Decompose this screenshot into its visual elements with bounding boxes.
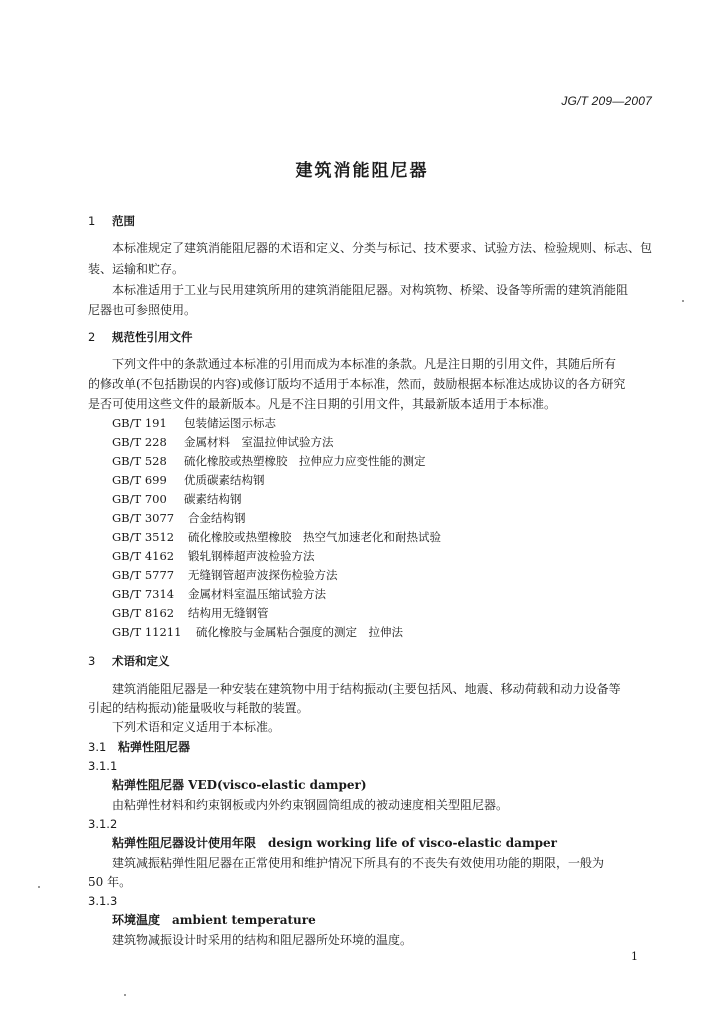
reference-item (112, 510, 246, 526)
paragraph-line: 是否可使用这些文件的最新版本。凡是不注日期的引用文件，其最新版本适用于本标准。 (88, 397, 557, 411)
reference-item (112, 415, 276, 431)
section-2-heading (88, 329, 193, 345)
section-title: 范围 (112, 214, 135, 228)
section-number: 2 (88, 330, 96, 344)
paragraph-line: 装、运输和贮存。 (88, 262, 185, 276)
reference-code: GB/T 4162 (112, 549, 175, 563)
reference-title: 结构用无缝钢管 (188, 606, 269, 620)
reference-title: 金属材料室温压缩试验方法 (188, 587, 326, 601)
clause-number: 3.1.2 (88, 817, 118, 831)
standard-number: JG/T 209—2007 (561, 94, 652, 108)
term-definition: 建筑物减振设计时采用的结构和阻尼器所处环境的温度。 (112, 933, 413, 947)
page-number: 1 (631, 950, 638, 963)
paragraph-line: 的修改单(不包括勘误的内容)或修订版均不适用于本标准，然而，鼓励根据本标准达成协议的各方研究 (88, 377, 626, 391)
paragraph-line: 建筑消能阻尼器是一种安装在建筑物中用于结构振动(主要包括风、地震、移动荷载和动力设备等 (112, 682, 621, 696)
reference-code: GB/T 228 (112, 435, 167, 449)
paragraph-line: 本标准规定了建筑消能阻尼器的术语和定义、分类与标记、技术要求、试验方法、检验规则、标志、包 (112, 241, 653, 255)
reference-code: GB/T 5777 (112, 568, 175, 582)
scan-speck (682, 300, 684, 302)
section-title: 规范性引用文件 (112, 330, 193, 344)
reference-item (112, 453, 426, 469)
reference-item (112, 434, 334, 450)
reference-item (112, 529, 441, 545)
reference-title: 硫化橡胶与金属粘合强度的测定 拉伸法 (196, 625, 403, 639)
reference-title: 合金结构钢 (188, 511, 246, 525)
document-title: 建筑消能阻尼器 (295, 161, 429, 181)
reference-title: 碳素结构钢 (184, 492, 242, 506)
reference-title: 优质碳素结构钢 (184, 473, 265, 487)
section-3-heading (88, 653, 170, 669)
reference-item (112, 567, 338, 583)
reference-title: 金属材料 室温拉伸试验方法 (184, 435, 334, 449)
scan-speck (38, 886, 40, 888)
reference-item (112, 491, 242, 507)
subsection-3-1-heading (88, 739, 190, 755)
section-1-heading (88, 213, 135, 229)
section-number: 1 (88, 214, 96, 228)
term-name: 环境温度 ambient temperature (112, 913, 316, 927)
reference-item (112, 605, 269, 621)
section-number: 3 (88, 654, 96, 668)
term-name: 粘弹性阻尼器设计使用年限 design working life of visco-elastic damper (112, 836, 557, 850)
reference-title: 包装储运图示标志 (184, 416, 276, 430)
reference-title: 硫化橡胶或热塑橡胶 热空气加速老化和耐热试验 (188, 530, 441, 544)
reference-item (112, 548, 315, 564)
paragraph-line: 本标准适用于工业与民用建筑所用的建筑消能阻尼器。对构筑物、桥梁、设备等所需的建筑消能阻 (112, 283, 629, 297)
scan-speck (124, 994, 126, 996)
paragraph-line: 下列术语和定义适用于本标准。 (112, 720, 281, 734)
reference-item (112, 624, 403, 640)
reference-code: GB/T 3512 (112, 530, 175, 544)
reference-code: GB/T 699 (112, 473, 167, 487)
clause-number: 3.1.1 (88, 759, 118, 773)
reference-code: GB/T 700 (112, 492, 167, 506)
reference-code: GB/T 528 (112, 454, 167, 468)
reference-item (112, 472, 265, 488)
term-definition: 由粘弹性材料和约束钢板或内外约束钢圆筒组成的被动速度相关型阻尼器。 (112, 798, 509, 812)
reference-code: GB/T 8162 (112, 606, 175, 620)
reference-code: GB/T 191 (112, 416, 167, 430)
paragraph-line: 尼器也可参照使用。 (88, 303, 197, 317)
paragraph-line: 下列文件中的条款通过本标准的引用而成为本标准的条款。凡是注日期的引用文件，其随后所有 (112, 357, 617, 371)
subsection-title: 粘弹性阻尼器 (118, 740, 191, 754)
term-name: 粘弹性阻尼器 VED(visco-elastic damper) (112, 778, 367, 792)
reference-title: 锻轧钢棒超声波检验方法 (188, 549, 315, 563)
reference-title: 无缝钢管超声波探伤检验方法 (188, 568, 338, 582)
clause-number: 3.1.3 (88, 894, 118, 908)
reference-item (112, 586, 326, 602)
term-definition: 50 年。 (88, 875, 132, 889)
reference-title: 硫化橡胶或热塑橡胶 拉伸应力应变性能的测定 (184, 454, 426, 468)
term-definition: 建筑减振粘弹性阻尼器在正常使用和维护情况下所具有的不丧失有效使用功能的期限，一般为 (112, 856, 605, 870)
section-title: 术语和定义 (112, 654, 170, 668)
paragraph-line: 引起的结构振动)能量吸收与耗散的装置。 (88, 701, 309, 715)
reference-code: GB/T 7314 (112, 587, 175, 601)
reference-code: GB/T 3077 (112, 511, 175, 525)
reference-code: GB/T 11211 (112, 625, 182, 639)
subsection-number: 3.1 (88, 740, 107, 754)
